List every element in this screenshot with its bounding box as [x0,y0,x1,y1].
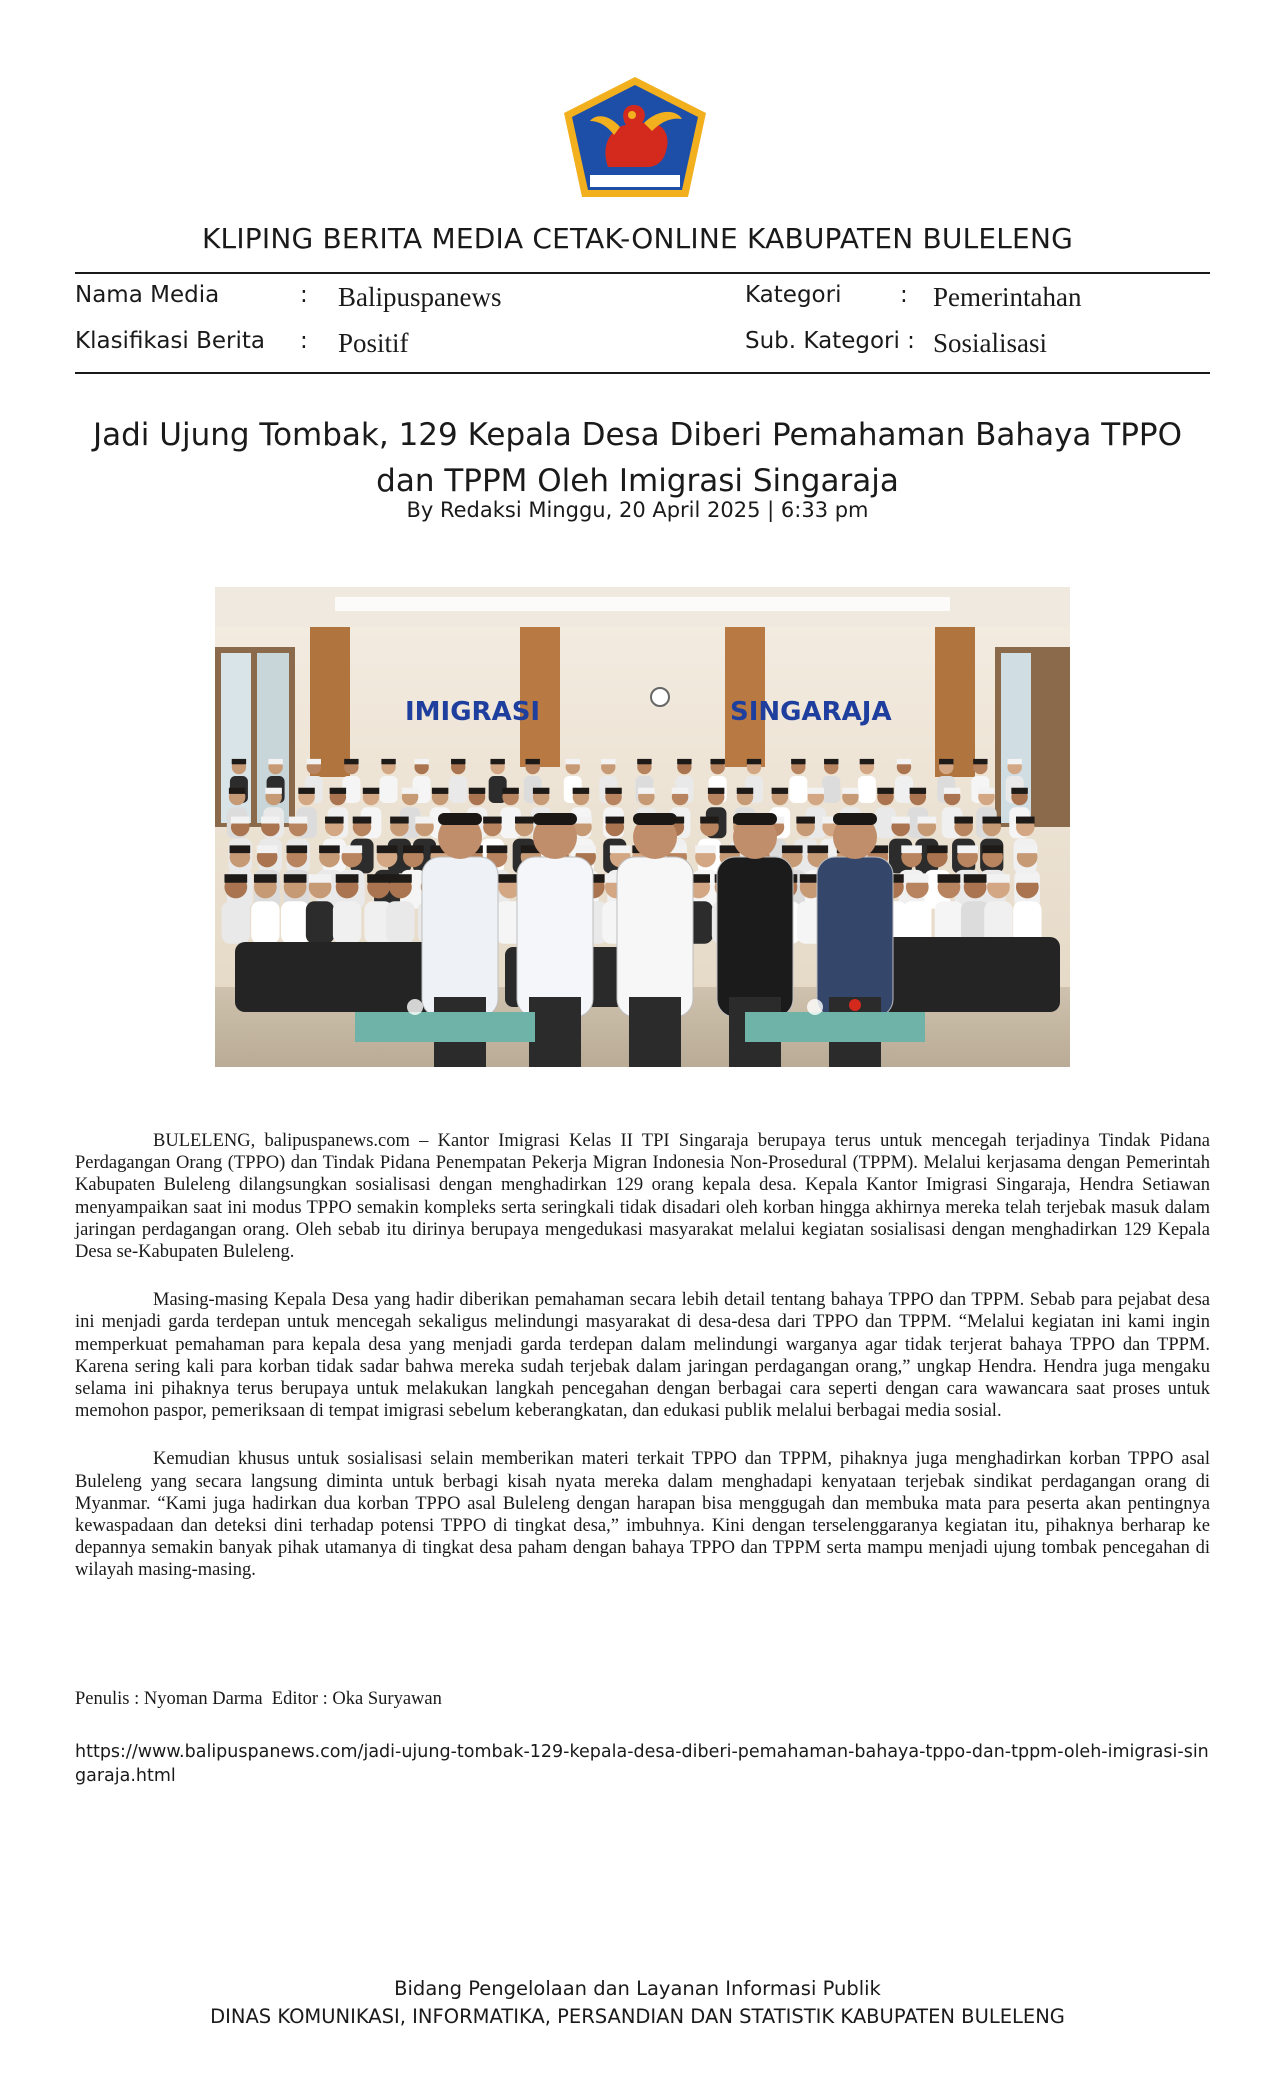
buleleng-crest-logo [560,75,710,200]
kategori-value: Pemerintahan [933,282,1082,312]
article-paragraph-2: Masing-masing Kepala Desa yang hadir diberikan pemahaman secara lebih detail tentang bahaya TPPO dan TPPM. Sebab para pejabat desa ini menjadi garda terdepan untuk mencegah sekaligus melindungi masyarakat di desa-desa dari TPPO dan TPPM. “Melalui kegiatan ini kami ingin memperkuat pemahaman para kepala desa yang menjadi garda terdepan dalam melindungi warganya agar tidak terjerat bahaya TPPO dan TPPM. Karena sering kali para korban tidak sadar bahwa mereka sudah terjebak dalam jaringan perdagangan orang,” ungkap Hendra. Hendra juga mengaku selama ini pihaknya terus berupaya untuk melakukan langkah pencegahan dengan berbagai cara seperti dengan cara wawancara saat proses untuk memohon paspor, pemeriksaan di tempat imigrasi sebelum keberangkatan, dan edukasi publik melalui berbagai media sosial. [75,1290,1210,1422]
article-headline [75,412,1200,504]
footer-line-2: DINAS KOMUNIKASI, INFORMATIKA, PERSANDIAN DAN STATISTIK KABUPATEN BULELENG [210,2005,1065,2028]
header-rule-top [75,272,1210,274]
kategori-colon: : [900,282,908,308]
klasifikasi-label: Klasifikasi Berita [75,328,266,354]
photo-wall-text-imigrasi: IMIGRASI [405,697,541,727]
source-url-link[interactable]: https://www.balipuspanews.com/jadi-ujung-tombak-129-kepala-desa-diberi-pemahaman-bahaya-tppo-dan-tppm-oleh-imigrasi-singaraja.html [75,1742,1209,1786]
article-paragraph-3: Kemudian khusus untuk sosialisasi selain memberikan materi terkait TPPO dan TPPM, pihaknya juga menghadirkan korban TPPO asal Buleleng yang secara langsung diminta untuk berbagi kisah nyata mereka dalam menghadapi kenyataan terjebak sindikat perdagangan orang di Myanmar. “Kami juga hadirkan dua korban TPPO asal Buleleng dengan harapan bisa menggugah dan membuka mata para peserta akan pentingnya kewaspadaan dan deteksi dini terhadap potensi TPPO di tingkat desa,” imbuhnya. Kini dengan terselenggaranya kegiatan itu, pihaknya berharap ke depannya semakin banyak pihak utamanya di tingkat desa paham dengan bahaya TPPO dan TPPM serta mampu menjadi ujung tombak pencegahan di wilayah masing-masing. [75,1449,1210,1581]
headline-line-2: dan TPPM Oleh Imigrasi Singaraja [376,463,899,499]
photo-wall-text-singaraja: SINGARAJA [730,697,892,727]
klasifikasi-value: Positif [338,328,409,358]
sub-kategori-value: Sosialisasi [933,328,1048,358]
nama-media-label: Nama Media [75,282,220,308]
klasifikasi-colon: : [300,328,308,354]
article-body [75,1130,1210,1608]
headline-line-1: Jadi Ujung Tombak, 129 Kepala Desa Diberi Pemahaman Bahaya TPPO [92,417,1182,453]
article-paragraph-1: BULELENG, balipuspanews.com – Kantor Imigrasi Kelas II TPI Singaraja berupaya terus untuk mencegah terjadinya Tindak Pidana Perdagangan Orang (TPPO) dan Tindak Pidana Penempatan Pekerja Migran Indonesia Non-Prosedural (TPPM). Melalui kerjasama dengan Pemerintah Kabupaten Buleleng dilangsungkan sosialisasi dengan menghadirkan 129 orang kepala desa. Kepala Kantor Imigrasi Singaraja, Hendra Setiawan menyampaikan saat ini modus TPPO semakin kompleks serta seringkali tidak disadari oleh korban hingga akhirnya mereka telah terjebak masuk dalam jaringan perdagangan orang. Oleh sebab itu dirinya berupaya mengedukasi masyarakat melalui kegiatan sosialisasi dengan menghadirkan 129 Kepala Desa se-Kabupaten Buleleng. [75,1131,1210,1263]
sub-kategori-label: Sub. Kategori : [745,328,915,354]
nama-media-colon: : [300,282,308,308]
clipping-header-title: KLIPING BERITA MEDIA CETAK-ONLINE KABUPATEN BULELENG [201,222,1073,255]
nama-media-value: Balipuspanews [338,282,502,312]
header-rule-bottom [75,372,1210,374]
article-photo [215,587,1070,1067]
article-credits: Penulis : Nyoman Darma Editor : Oka Suryawan [75,1689,442,1709]
page-footer [75,1975,1200,2031]
kategori-label: Kategori [745,282,842,308]
footer-line-1: Bidang Pengelolaan dan Layanan Informasi Publik [394,1977,881,2000]
article-byline: By Redaksi Minggu, 20 April 2025 | 6:33 pm [406,498,869,522]
